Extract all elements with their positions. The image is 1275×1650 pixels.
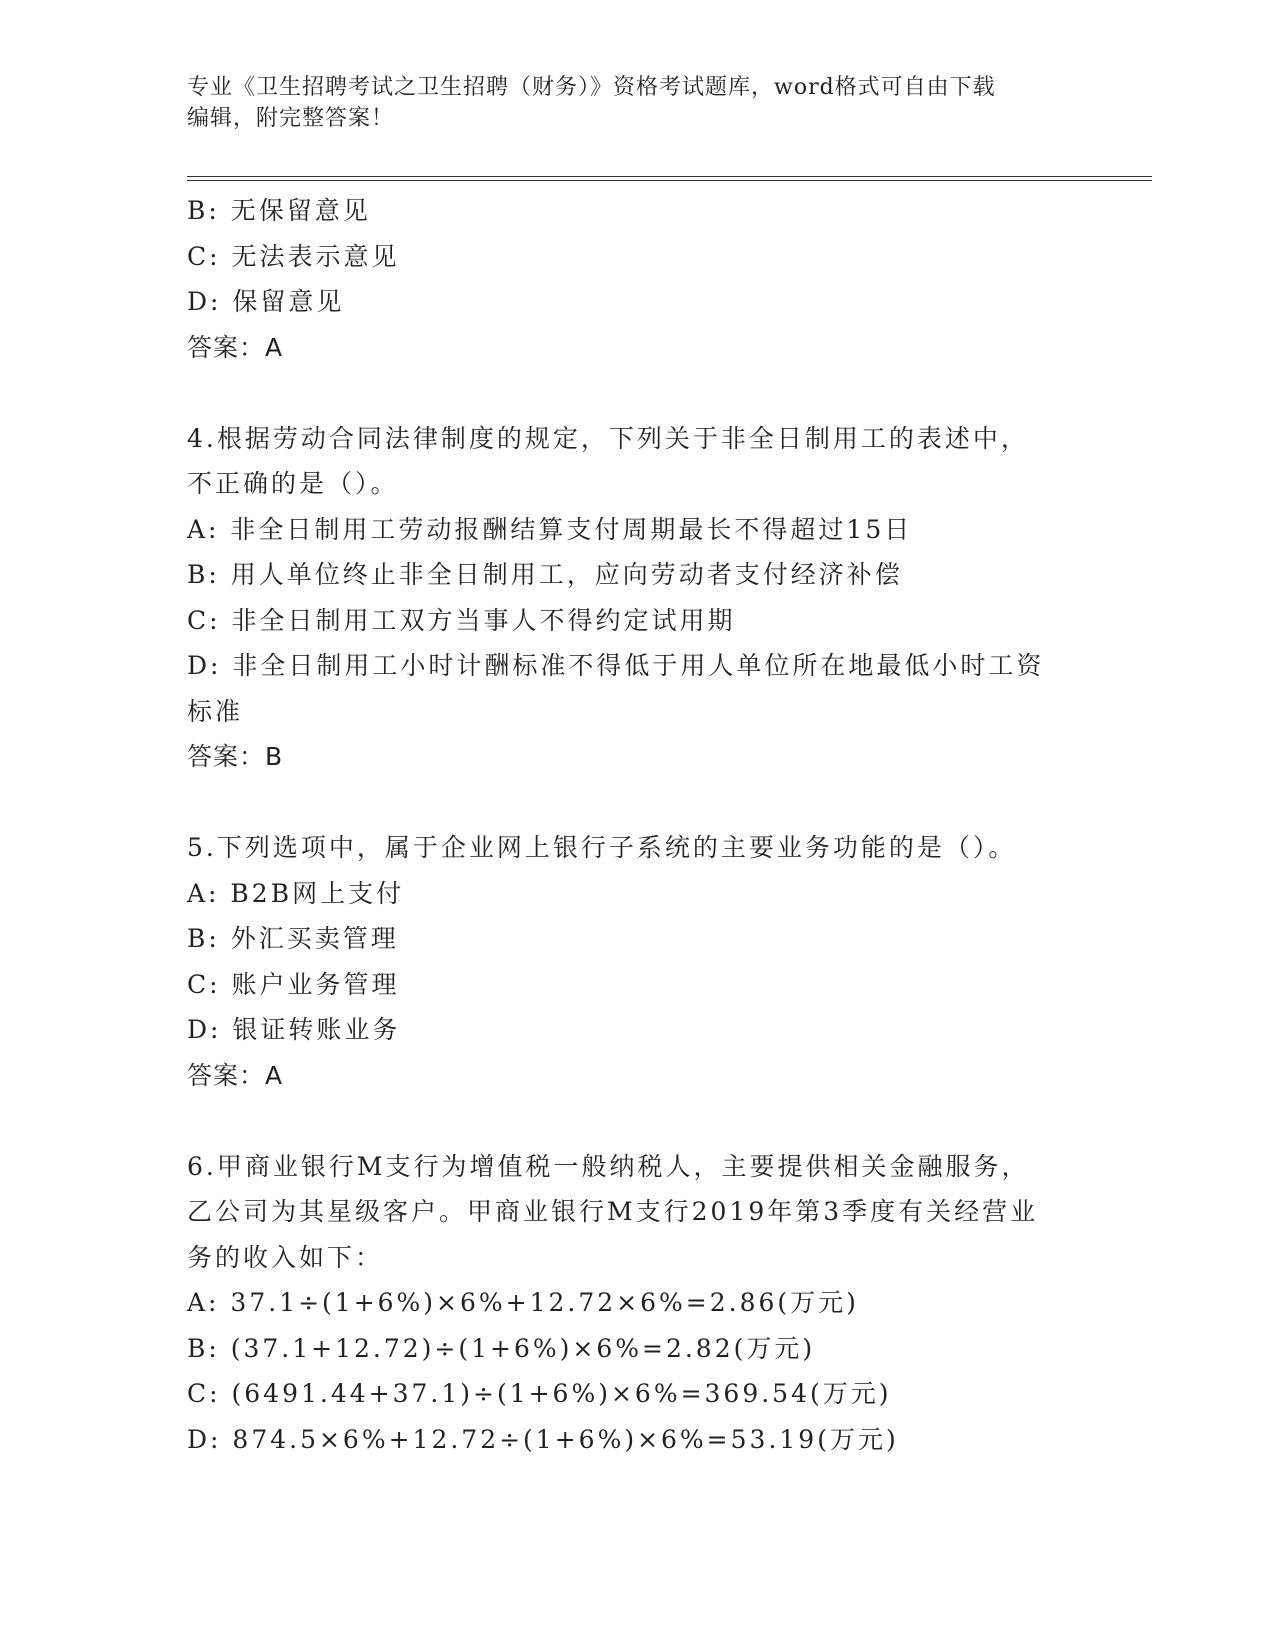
question-list — [187, 188, 1087, 1462]
option-c: C: 非全日制用工双方当事人不得约定试用期 — [187, 605, 736, 635]
option-a: A: B2B网上支付 — [187, 878, 405, 908]
header-line-1: 专业《卫生招聘考试之卫生招聘（财务）》资格考试题库，word格式可自由下载 — [187, 75, 996, 100]
option-b: B: 用人单位终止非全日制用工，应向劳动者支付经济补偿 — [187, 560, 903, 589]
option-c: C: 账户业务管理 — [187, 969, 400, 999]
question-stem: 6.甲商业银行M支行为增值税一般纳税人，主要提供相关金融服务， — [187, 1151, 1030, 1181]
option-b: B: 外汇买卖管理 — [187, 924, 399, 953]
option-d: D: 银证转账业务 — [187, 1015, 401, 1044]
question-4 — [187, 416, 1087, 780]
answer: 答案：B — [187, 742, 284, 771]
question-3 — [187, 188, 1087, 370]
option-a: A: 37.1÷(1+6%)×6%+12.72×6%=2.86(万元) — [187, 1288, 859, 1317]
answer: 答案：A — [187, 332, 284, 362]
answer: 答案：A — [187, 1060, 284, 1090]
option-d: D: 874.5×6%+12.72÷(1+6%)×6%=53.19(万元) — [187, 1424, 899, 1454]
spacer — [187, 780, 1087, 826]
option-d-cont: 标准 — [187, 696, 244, 726]
spacer — [187, 1098, 1087, 1144]
option-d: D: 非全日制用工小时计酬标准不得低于用人单位所在地最低小时工资 — [187, 651, 1045, 680]
option-c: C: (6491.44+37.1)÷(1+6%)×6%=369.54(万元) — [187, 1379, 892, 1408]
option-b: B: (37.1+12.72)÷(1+6%)×6%=2.82(万元) — [187, 1333, 816, 1363]
header-line-2: 编辑，附完整答案！ — [187, 106, 395, 131]
option-d: D: 保留意见 — [187, 287, 345, 316]
question-stem-cont: 不正确的是（）。 — [187, 469, 399, 498]
option-a: A: 非全日制用工劳动报酬结算支付周期最长不得超过15日 — [187, 514, 913, 544]
question-stem: 5.下列选项中，属于企业网上银行子系统的主要业务功能的是（）。 — [187, 833, 1017, 862]
question-stem-cont: 乙公司为其星级客户。甲商业银行M支行2019年第3季度有关经营业 — [187, 1197, 1039, 1226]
question-stem-cont: 务的收入如下： — [187, 1242, 384, 1272]
option-c: C: 无法表示意见 — [187, 241, 400, 271]
document-header — [187, 72, 1087, 134]
question-stem: 4.根据劳动合同法律制度的规定，下列关于非全日制用工的表述中， — [187, 423, 1029, 453]
question-5 — [187, 825, 1087, 1098]
header-divider — [187, 176, 1152, 181]
option-b: B: 无保留意见 — [187, 196, 371, 225]
question-6 — [187, 1144, 1087, 1463]
spacer — [187, 370, 1087, 416]
